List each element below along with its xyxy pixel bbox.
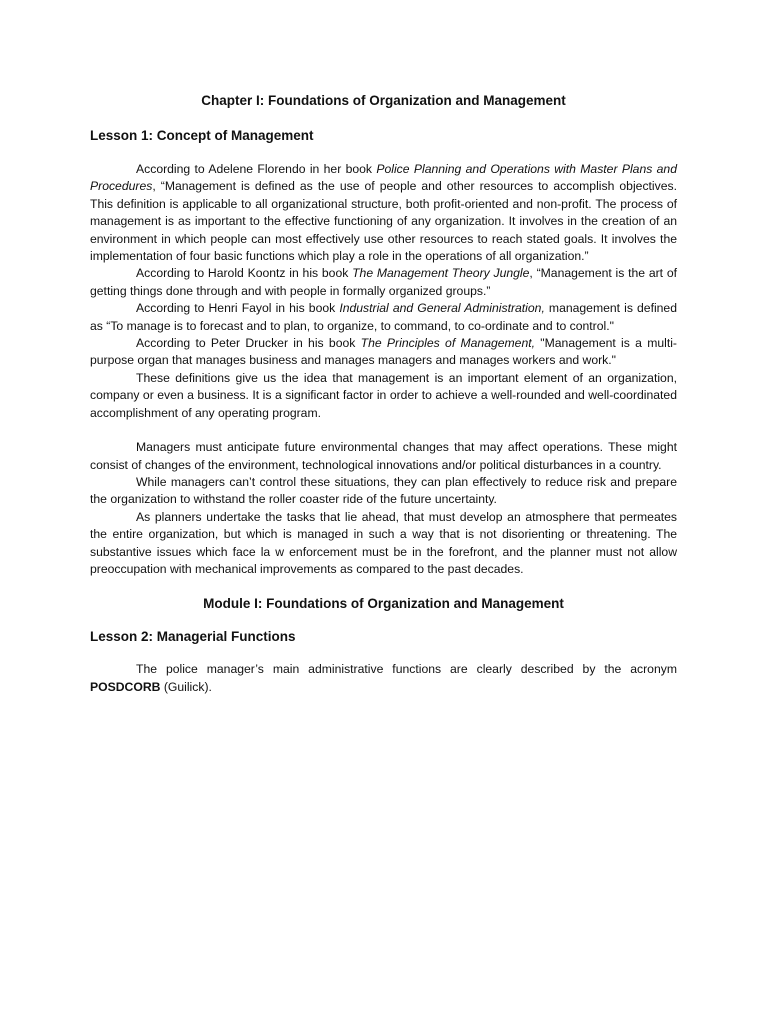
paragraph-definitions: These definitions give us the idea that management is an important element of an organization, company or even a business. It is a significant factor in order to achieve a well-rounded and well-coordinated accomplishment of any operating program.: [90, 370, 677, 420]
paragraph-gap: [90, 422, 677, 439]
book-title: The Management Theory Jungle: [352, 266, 530, 281]
acronym-posdcorb: POSDCORB: [90, 679, 161, 694]
paragraph-florendo: According to Adelene Florendo in her book Police Planning and Operations with Master Plans and Procedures, “Management is defined as the use of people and other resources to accomplish objectives. This definition is applicable to all organizational structure, both profit-oriented and non-profit. The process of management is as important to the effective functioning of any organization. It involves in the creation of an environment in which people can most effectively use other resources to reach stated goals. It involves the implementation of four basic functions which play a role in the operations of all organization.”: [90, 162, 677, 264]
book-title: Police Planning and Operations with Master Plans and Procedures: [90, 162, 677, 194]
chapter-title: Chapter I: Foundations of Organization and Management: [201, 93, 566, 108]
paragraph-fayol: According to Henri Fayol in his book Industrial and General Administration, management is defined as “To manage is to forecast and to plan, to organize, to command, to co-ordinate and to control.": [90, 301, 677, 333]
paragraph-managers-control: While managers can’t control these situations, they can plan effectively to reduce risk and prepare the organization to withstand the roller coaster ride of the future uncertainty.: [90, 474, 677, 507]
paragraph-planners: As planners undertake the tasks that lie ahead, that must develop an atmosphere that permeates the entire organization, but which is managed in such a way that is not disorienting or threatening. The substantive issues which face la w enforcement must be in the forefront, and the planner must not allow preoccupation with mechanical improvements as compared to the past decades.: [90, 509, 677, 576]
document-page: [90, 92, 677, 696]
paragraph-managers-anticipate: Managers must anticipate future environmental changes that may affect operations. These might consist of changes of the environment, technological innovations and/or political disturbances in a country.: [90, 440, 677, 472]
lesson2-title: Lesson 2: Managerial Functions: [90, 629, 296, 645]
lesson1-title: Lesson 1: Concept of Management: [90, 128, 314, 143]
module-title: Module I: Foundations of Organization and Management: [203, 596, 564, 612]
paragraph-posdcorb: The police manager’s main administrative functions are clearly described by the acronym POSDCORB (Guilick).: [90, 662, 677, 694]
book-title: The Principles of Management,: [360, 336, 536, 351]
paragraph-koontz: According to Harold Koontz in his book The Management Theory Jungle, “Management is the art of getting things done through and with people in formally organized groups.”: [90, 266, 677, 298]
book-title: Industrial and General Administration,: [339, 301, 545, 316]
paragraph-drucker: According to Peter Drucker in his book The Principles of Management, "Management is a multi-purpose organ that manages business and manages managers and manages workers and work.": [90, 336, 677, 368]
